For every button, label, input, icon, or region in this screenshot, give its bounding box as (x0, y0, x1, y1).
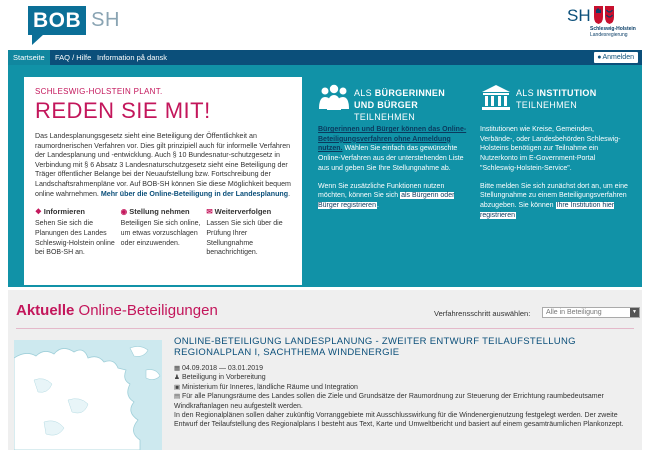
institution-text-1: Institutionen wie Kreise, Gemeinden, Verbände-, oder Landesbehörden Schleswig-Holsteins benötigen zur Teilnahme ein Nutzerkonto im E-Government-Portal "Schleswig-Holstein-Service". (480, 126, 621, 172)
institution-building-icon (480, 83, 512, 111)
citizens-text-2: Wenn Sie zusätzliche Funktionen nutzen möchten, können Sie sich (318, 182, 445, 200)
info-icon: ❖ (35, 207, 42, 217)
nav-startseite[interactable]: Startseite (8, 50, 50, 65)
user-icon: ● (597, 54, 602, 61)
panel-title-bold: INSTITUTION (536, 88, 597, 98)
panel-citizens-head (318, 81, 468, 122)
column-text: Beteiligen Sie sich online, um etwas vorzuschlagen oder einzuwenden. (120, 220, 201, 247)
column-text: Sehen Sie sich die Planungen des Landes Schleswig-Holstein online bei BOB-SH an. (35, 220, 115, 257)
feature-columns (35, 207, 292, 258)
envelope-icon: ✉ (206, 207, 213, 217)
planning-region-map[interactable] (14, 340, 162, 450)
entry-status: Beteiligung in Vorbereitung (182, 374, 266, 382)
citizens-no-login-link[interactable]: Bürgerinnen und Bürger können das Online-Beteiligungsverfahren ohne Anmeldung nutzen. (318, 126, 467, 153)
column-text: Lassen Sie sich über die Prüfung Ihrer Stellungnahme benachrichtigen. (206, 220, 283, 257)
current-title-rest: Online-Beteiligungen (74, 302, 218, 319)
current-title-bold: Aktuelle (16, 302, 75, 319)
institution-text-2: Bitte melden Sie sich zunächst dort an, um eine Stellungnahme zu einem Beteiligungsverfahren abzugeben. Sie können (480, 182, 628, 209)
column-head (35, 207, 117, 216)
entry-meta (174, 364, 638, 430)
panel-title-prefix: ALS (516, 88, 537, 98)
intro-text: Das Landesplanungsgesetz sieht eine Beteiligung der Öffentlichkeit an raumordnerischen Verfahren vor. Dies gilt prinzipiell auch für informelle Verfahren der Landesplanung und -entwicklung. Auch § 10 Bundesnatur-schutzgesetz in Verbindung mit § 6 Absatz 3 Landesnaturschutzgesetz sieht eine Beteiligung der Träger öffentlicher Belange bei der Neuaufstellung bzw. Fortschreibung der Landschaftsrahmenpläne vor. Auf BOB-SH können Sie diese Möglichkeit bequem online wahrnehmen. (35, 132, 291, 198)
panel-title-suffix: TEILNEHMEN (354, 112, 416, 122)
column-head-label: Weiterverfolgen (214, 207, 272, 217)
main-nav (8, 50, 642, 65)
column-stellung-nehmen (121, 207, 203, 258)
column-head-label: Stellung nehmen (129, 207, 190, 217)
entry-description: Für alle Planungsräume des Landes sollen die Ziele und Grundsätze der Raumordnung zur Steuerung der Errichtung raumbedeutsamer Windkraftanlagen neu aufgestellt werden. (174, 393, 604, 410)
calendar-icon: ▦ (174, 365, 181, 372)
panel-citizens-body (318, 125, 468, 211)
intro-more-link[interactable]: Mehr über die Online-Beteiligung in der Landesplanung (100, 189, 289, 198)
login-button[interactable] (594, 52, 638, 63)
column-weiterverfolgen (206, 207, 288, 258)
participation-entry (174, 336, 638, 430)
entry-ministry: Ministerium für Inneres, ländliche Räume und Integration (182, 383, 358, 391)
sh-state-logo-text: SH (567, 6, 591, 25)
column-informieren (35, 207, 117, 258)
sh-caption (590, 26, 636, 38)
panel-citizens-title (354, 87, 468, 123)
entry-title-link[interactable]: ONLINE-BETEILIGUNG LANDESPLANUNG - ZWEITER ENTWURF TEILAUFSTELLUNG REGIONALPLAN I, SACHTHEMA WINDENERGIE (174, 336, 576, 358)
citizens-register-link[interactable]: als Bürgerin oder Bürger registrieren (318, 192, 455, 209)
hero-section (8, 65, 642, 287)
intro-text-block (35, 132, 292, 199)
citizens-group-icon (318, 83, 350, 111)
filter-selected-value: Alle in Beteiligung (546, 309, 602, 316)
panel-citizens-para-1 (318, 125, 468, 174)
bob-sh-logo[interactable] (28, 6, 120, 35)
entry-ministry-row (174, 383, 638, 392)
building-icon: ▣ (174, 383, 181, 391)
header (0, 0, 650, 50)
entry-status-row (174, 373, 638, 382)
participants-icon: ♟ (174, 374, 180, 382)
column-head (206, 207, 288, 216)
entry-date-row (174, 364, 638, 373)
intro-kicker: SCHLESWIG-HOLSTEIN PLANT. (35, 87, 163, 96)
current-participations (8, 290, 642, 450)
column-head-label: Informieren (43, 207, 85, 217)
panel-institution-body (480, 125, 630, 220)
intro-title: REDEN SIE MIT! (35, 98, 211, 123)
entry-date: 04.09.2018 — 03.01.2019 (182, 365, 263, 372)
dropdown-arrow-icon: ▼ (630, 308, 639, 317)
panel-title-suffix: TEILNEHMEN (516, 100, 578, 110)
nav-danish-info[interactable]: Information på dansk (97, 53, 168, 62)
panel-title-bold: BÜRGERINNEN UND BÜRGER (354, 88, 446, 110)
document-icon: ▤ (174, 393, 181, 401)
entry-description-row (174, 392, 638, 411)
filter-label: Verfahrensschritt auswählen: (434, 309, 531, 318)
procedure-step-select[interactable] (542, 307, 640, 318)
login-label: Anmelden (602, 54, 634, 61)
logo-main: BOB (28, 6, 86, 35)
institution-register-link[interactable]: Ihre Institution hier registrieren (480, 201, 615, 219)
panel-citizens (318, 81, 468, 219)
panel-institution-head (480, 81, 630, 115)
intro-link-suffix: . (288, 189, 291, 198)
entry-description-2: In den Regionalplänen sollen daher zukünftig Vorranggebiete mit Ausschlusswirkung für die Windenergienutzung festgelegt werden. Der zweite Entwurf der Teilaufstellung des Regionalplans I besteht aus Text, Karte und Umweltbericht und basiert auf einem gesamträumlichen Plankonzept. (174, 412, 624, 429)
state-crest-icon (593, 5, 615, 25)
citizens-text-1: Wählen Sie einfach das gewünschte Online-Verfahren aus der unterstehenden Liste aus und geben Sie Ihre Stellungnahme ab. (318, 145, 464, 172)
column-head (121, 207, 203, 216)
speech-bubble-icon: ◉ (120, 207, 128, 217)
nav-faq[interactable]: FAQ / Hilfe (55, 53, 92, 62)
intro-box (24, 77, 302, 285)
logo-sub: SH (91, 9, 120, 31)
panel-institution (480, 81, 630, 228)
panel-institution-para-2 (480, 182, 630, 221)
panel-title-prefix: ALS (354, 88, 375, 98)
citizens-text-2-end: . (376, 201, 379, 209)
panel-institution-title (516, 87, 597, 111)
panel-citizens-para-2 (318, 182, 468, 211)
section-divider (16, 328, 634, 329)
current-title (16, 302, 218, 319)
sh-caption-sub: Landesregierung (590, 32, 628, 38)
sh-caption-bold: Schleswig-Holstein (590, 26, 636, 32)
